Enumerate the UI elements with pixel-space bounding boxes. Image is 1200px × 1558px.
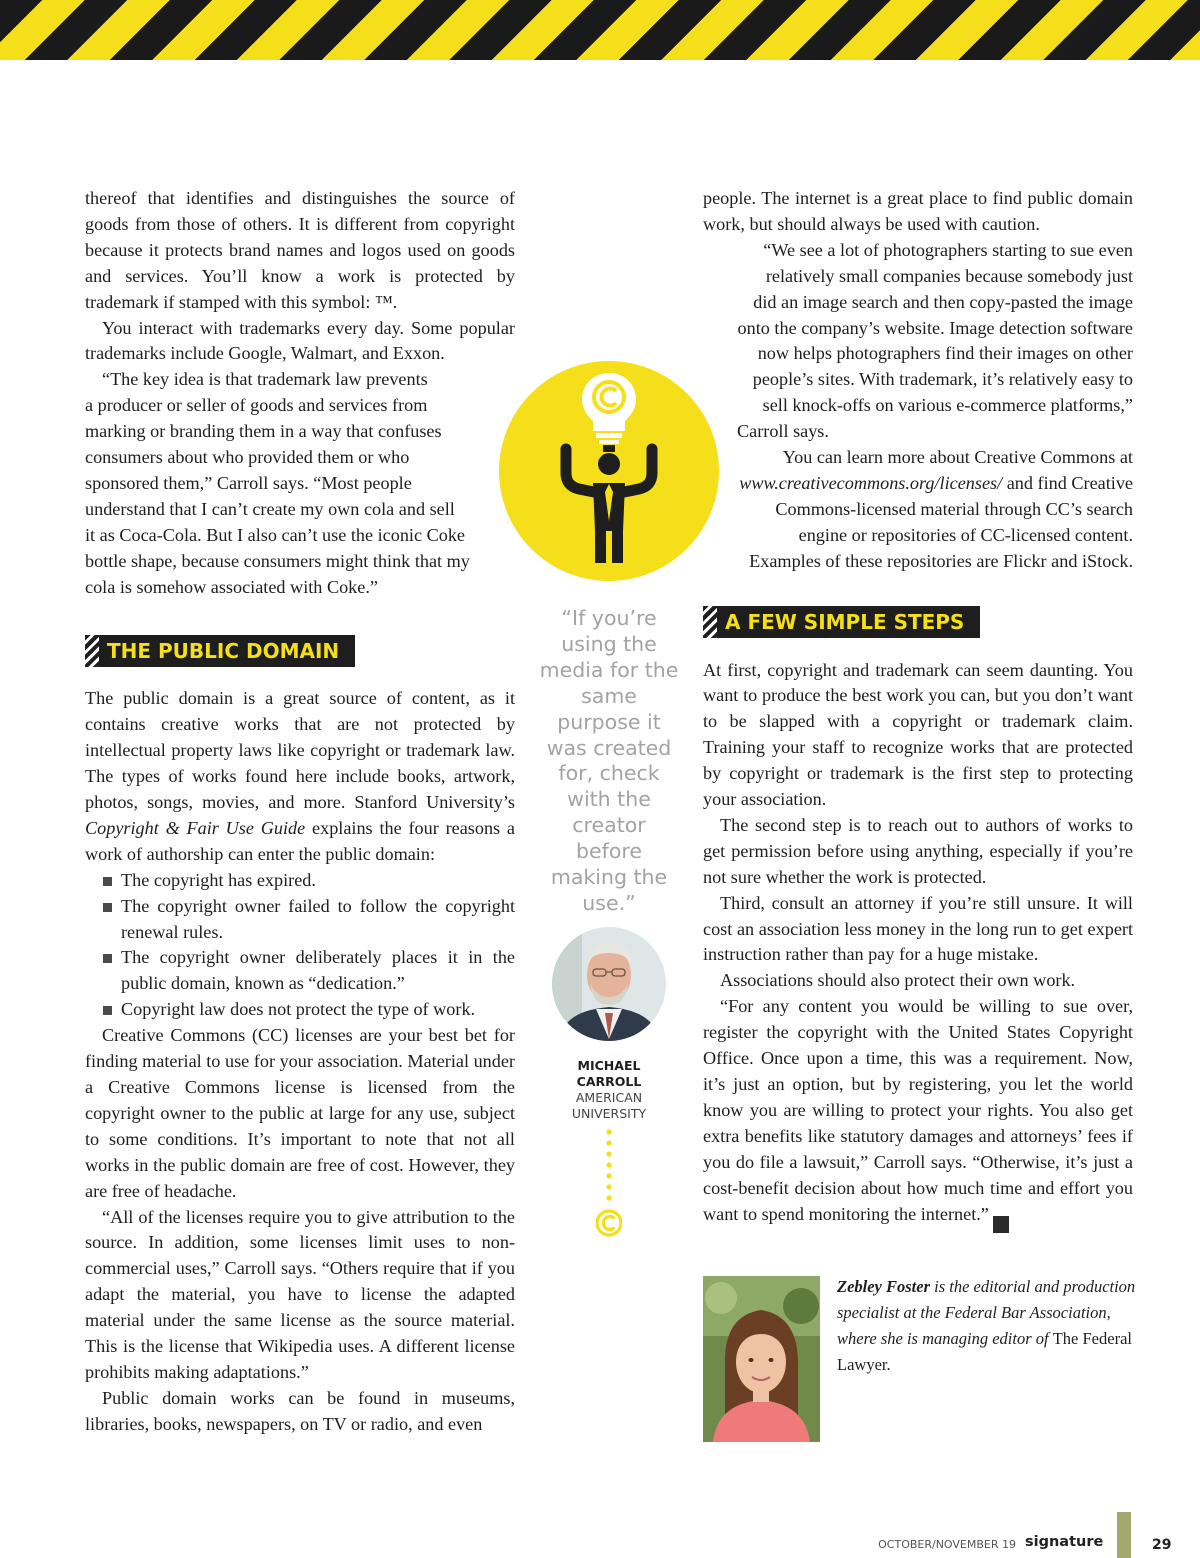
copyright-icon (597, 1211, 621, 1235)
list-item-text: Copyright law does not protect the type of work. (121, 999, 476, 1020)
section-heading-text: A FEW SIMPLE STEPS (725, 609, 965, 634)
bio-text: is the editorial and production specialist at the Federal Bar Association, where she is managing editor of (837, 1277, 1136, 1348)
bullet-square-icon (103, 877, 112, 886)
text-line: onto the company’s website. Image detection software (737, 317, 1133, 338)
hazard-stripe-banner (0, 0, 1200, 60)
text-line: it as Coca-Cola. But I also can’t use the iconic Coke (85, 524, 465, 545)
link-creative-commons[interactable]: www.creativecommons.org/licenses/ (739, 472, 1003, 493)
list-item-text: The copyright has expired. (121, 869, 316, 890)
text-line: “The key idea is that trademark law prevents (102, 369, 428, 390)
left-column (85, 186, 515, 1438)
paragraph: thereof that identifies and distinguishes the source of goods from those of others. It is different from copyright because it protects brand names and logos used on goods and services. You’ll know a work is protected by trademark if stamped with this symbol: ™. (85, 188, 515, 312)
book-title: Copyright & Fair Use Guide (85, 817, 306, 838)
text-line: understand that I can’t create my own cola and sell (85, 498, 455, 519)
paragraph (703, 994, 1133, 1232)
text-line: Examples of these repositories are Flickr and iStock. (749, 550, 1133, 571)
heading-stripes (703, 606, 717, 638)
author-bio (837, 1274, 1137, 1378)
text-line: Carroll says. (737, 421, 829, 442)
paragraph: Creative Commons (CC) licenses are your best bet for finding material to use for your association. Material under a Creative Commons license is licensed from the copyright owner to the public at large for any use, subject to some conditions. It’s important to note that not all works in the public domain are free of cost. However, they are free of headache. (85, 1025, 515, 1201)
text-span: The public domain is a great source of content, as it contains creative works that are not protected by intellectual property laws like copyright or trademark law. The types of works found here include books, artwork, photos, songs, movies, and more. Stanford University’s (85, 688, 515, 813)
paragraph: At first, copyright and trademark can seem daunting. You want to produce the best work you can, but you don’t want to be slapped with a copyright or trademark claim. Training your staff to recognize works that are protected by copyright or trademark is the first step to protecting your association. (703, 659, 1133, 810)
person-name-line: MICHAEL (577, 1058, 641, 1073)
affiliation-line: UNIVERSITY (571, 1106, 647, 1121)
paragraph-wrapped (703, 445, 1133, 575)
list-item (85, 945, 515, 997)
right-column (703, 186, 1133, 1233)
paragraph: You interact with trademarks every day. Some popular trademarks include Google, Walmart, and Exxon. (85, 317, 515, 364)
affiliation-line: AMERICAN (575, 1090, 643, 1105)
text-line: engine or repositories of CC-licensed content. (798, 524, 1133, 545)
text-line: now helps photographers find their images on other (757, 343, 1133, 364)
bullet-square-icon (103, 1006, 112, 1015)
list-item (85, 997, 515, 1023)
paragraph-wrapped (703, 238, 1133, 445)
author-photo (703, 1276, 820, 1442)
page-number: 29 (1152, 1537, 1172, 1553)
list-item (85, 868, 515, 894)
footer-color-bar (1117, 1512, 1131, 1558)
text-span: explains the four reasons a work of authorship can enter the public domain: (85, 817, 516, 864)
text-line: Commons-licensed material through CC’s search (775, 498, 1133, 519)
paragraph-wrapped (85, 367, 515, 600)
text-line: a producer or seller of goods and services from (85, 395, 428, 416)
publication-name: The Federal Lawyer (837, 1329, 1132, 1374)
text-line: marking or branding them in a way that confuses (85, 421, 442, 442)
person-name-line: CARROLL (576, 1074, 642, 1089)
end-mark-icon: AM&P (993, 1216, 1009, 1233)
list-item-text: The copyright owner deliberately places it in the public domain, known as “dedication.” (121, 947, 515, 994)
heading-stripes (85, 635, 99, 667)
paragraph: Third, consult an attorney if you’re still unsure. It will cost an association less money in the long run to get expert instruction rather than pay for a huge mistake. (703, 892, 1133, 965)
bullet-square-icon (103, 954, 112, 963)
portrait-michael-carroll (552, 927, 666, 1041)
section-heading-simple-steps (703, 606, 980, 638)
paragraph: The second step is to reach out to authors of works to get permission before using anything, especially if you’re not sure whether the work is protected. (703, 814, 1133, 887)
paragraph: Public domain works can be found in museums, libraries, books, newspapers, on TV or radio, and even (85, 1387, 515, 1434)
person-affiliation (539, 1090, 679, 1122)
text-span: and find Creative (1002, 472, 1133, 493)
paragraph: “All of the licenses require you to give attribution to the source. In addition, some licenses limit uses to non-commercial uses,” Carroll says. “Others require that if you adapt the material, you have to license the adapted material under the same license as the source material. This is the license that Wikipedia uses. A different license prohibits making adaptations.” (85, 1206, 515, 1382)
paragraph (85, 686, 515, 867)
paragraph: people. The internet is a great place to find public domain work, but should always be used with caution. (703, 188, 1133, 234)
text-line: consumers about who provided them or who (85, 447, 410, 468)
text-line: cola is somehow associated with Coke.” (85, 576, 378, 597)
pull-quote: “If you’re using the media for the same purpose it was created for, check with the creator before making the use.” (539, 606, 679, 915)
footer-issue-date: OCTOBER/NOVEMBER 19 (878, 1538, 1016, 1551)
text-line: people’s sites. With trademark, it’s relatively easy to (752, 369, 1133, 390)
dotted-divider (596, 1128, 622, 1242)
author-name: Zebley Foster (837, 1277, 931, 1296)
text-line: sponsored them,” Carroll says. “Most people (85, 472, 412, 493)
bullet-list (85, 868, 515, 1023)
bio-end: . (886, 1355, 891, 1374)
list-item (85, 894, 515, 946)
text-line: did an image search and then copy-pasted the image (753, 291, 1133, 312)
text-line: relatively small companies because somebody just (765, 265, 1133, 286)
section-heading-text: THE PUBLIC DOMAIN (107, 638, 340, 663)
bullet-square-icon (103, 903, 112, 912)
paragraph: Associations should also protect their own work. (720, 970, 1076, 991)
lightbulb-person-illustration (499, 361, 719, 581)
list-item-text: The copyright owner failed to follow the copyright renewal rules. (121, 895, 515, 942)
text-line: sell knock-offs on various e-commerce platforms,” (762, 395, 1133, 416)
text-span: “For any content you would be willing to sue over, register the copyright with the United States Copyright Office. Once upon a time, this was a requirement. Now, it’s just an option, but by registering, you let the world know you are willing to protect your rights. You also get extra benefits like statutory damages and attorneys’ fees if you do file a lawsuit,” Carroll says. “Otherwise, it’s just a cost-benefit decision about how much time and effort you want to spend monitoring the internet.” (703, 996, 1133, 1224)
text-line (703, 471, 1133, 497)
text-line: “We see a lot of photographers starting to sue even (763, 239, 1133, 260)
text-line: You can learn more about Creative Commons at (782, 447, 1133, 468)
footer-magazine-name: signature (1025, 1534, 1104, 1550)
section-heading-public-domain (85, 635, 355, 667)
text-line: bottle shape, because consumers might think that my (85, 550, 470, 571)
person-name (539, 1058, 679, 1090)
